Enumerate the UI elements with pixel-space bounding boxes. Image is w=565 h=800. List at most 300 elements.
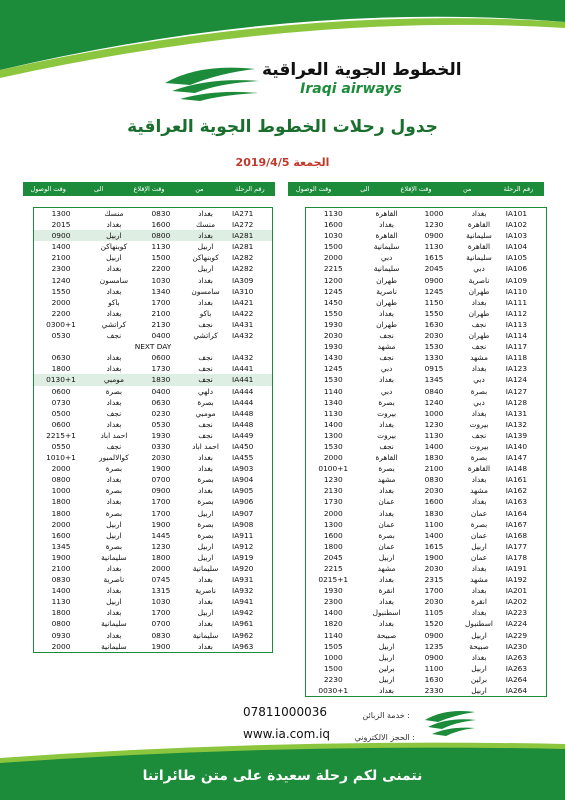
- departure-time: 1900: [151, 641, 171, 651]
- customer-service-label: خدمة الزبائن :: [362, 711, 410, 720]
- table-row: [34, 263, 272, 274]
- destination: مشهد: [377, 342, 396, 352]
- flight-number: IA432: [232, 331, 254, 341]
- flight-number: IA421: [232, 297, 254, 307]
- flight-number: IA114: [505, 331, 528, 341]
- table-row: [306, 363, 546, 374]
- departure-time: 0900: [424, 231, 444, 241]
- flight-number: IA962: [232, 630, 254, 640]
- destination: بغداد: [106, 497, 122, 507]
- destination: كراتشي: [101, 319, 127, 329]
- table-row: [34, 508, 272, 519]
- origin: اربيل: [471, 541, 487, 551]
- flight-number: IA163: [505, 497, 528, 507]
- table-row: [34, 330, 272, 341]
- flight-number: IA191: [505, 564, 528, 573]
- origin: بغداد: [198, 275, 213, 285]
- departure-time: 1330: [424, 353, 444, 363]
- arrival-time: 1730: [323, 497, 343, 507]
- arrival-time: 2000: [323, 508, 343, 518]
- departure-time: 1315: [151, 586, 171, 596]
- origin: طهران: [468, 331, 490, 341]
- departure-time: 1830: [151, 375, 171, 385]
- flight-number: IA223: [505, 608, 528, 618]
- table-row: [306, 508, 546, 519]
- table-row: [34, 419, 272, 430]
- departure-time: 1245: [424, 286, 444, 296]
- destination: مشهد: [377, 475, 396, 485]
- destination: منسك: [104, 209, 124, 218]
- arrival-time: 1030: [323, 231, 343, 241]
- origin: دبي: [473, 397, 485, 407]
- flight-number: IA908: [232, 519, 254, 529]
- table-row: [306, 652, 546, 663]
- arrival-time: 1550: [51, 286, 71, 296]
- destination: نجف: [379, 331, 394, 341]
- col-flight: رقم الرحلة: [234, 185, 265, 193]
- destination: طهران: [376, 319, 397, 329]
- flight-number: IA907: [232, 508, 254, 518]
- destination: مومبي: [103, 375, 124, 385]
- online-booking-url[interactable]: www.ia.com.iq: [243, 727, 331, 741]
- flight-number: IA131: [505, 408, 528, 418]
- destination: اربيل: [378, 552, 395, 562]
- destination: بغداد: [379, 508, 394, 518]
- origin: عمان: [470, 530, 488, 540]
- table-row: [34, 241, 272, 252]
- origin: سليمانية: [192, 564, 219, 573]
- departure-time: 1130: [151, 242, 171, 252]
- flight-number: IA281: [232, 242, 254, 252]
- table-row: [306, 352, 546, 363]
- table-row: [306, 618, 546, 629]
- arrival-time: 1245: [323, 364, 343, 374]
- table-row: [306, 252, 546, 263]
- flight-number: IA168: [505, 530, 528, 540]
- flight-number: IA106: [505, 264, 528, 274]
- destination: بيروت: [377, 408, 397, 418]
- destination: بغداد: [106, 475, 122, 485]
- departure-time: 1130: [424, 242, 444, 252]
- origin: نجف: [471, 430, 487, 440]
- flight-number: IA229: [505, 630, 528, 640]
- destination: سليمانية: [373, 264, 400, 274]
- origin: مشهد: [470, 486, 488, 496]
- flight-number: IA309: [232, 275, 254, 285]
- origin: بيروت: [469, 441, 489, 451]
- arrival-time: 2215: [323, 564, 343, 573]
- flight-number: IA961: [232, 619, 254, 629]
- flight-number: IA105: [505, 253, 528, 263]
- table-row: [306, 308, 546, 319]
- table-row: [306, 241, 546, 252]
- arrival-time: 2030: [323, 331, 343, 341]
- destination: نجف: [106, 408, 122, 418]
- departure-time: 1930: [151, 430, 171, 440]
- destination: بصرة: [105, 464, 123, 474]
- next-day-label: NEXT DAY: [134, 342, 172, 352]
- col-from: من: [195, 185, 204, 193]
- destination: بغداد: [106, 608, 122, 618]
- destination: عمان: [378, 519, 395, 529]
- flight-number: IA101: [505, 209, 528, 218]
- table-row: [34, 374, 272, 385]
- flight-number: IA202: [505, 597, 528, 607]
- table-row: [34, 230, 272, 241]
- flight-number: IA263: [505, 663, 528, 673]
- flight-number: IA102: [505, 220, 528, 230]
- arrival-time: 1500: [323, 663, 343, 673]
- flight-number: IA282: [232, 264, 254, 274]
- flight-number: IA282: [232, 253, 254, 263]
- destination: انقرة: [378, 586, 395, 596]
- departure-time: 0400: [151, 331, 171, 341]
- destination: بغداد: [379, 308, 394, 318]
- origin: بصرة: [470, 519, 488, 529]
- table-row: [34, 297, 272, 308]
- destination: مشهد: [377, 564, 396, 573]
- flight-number: IA147: [505, 453, 528, 463]
- departure-time: 1230: [424, 419, 444, 429]
- origin: بغداد: [471, 497, 487, 507]
- departure-time: 1100: [424, 519, 444, 529]
- arrival-time: 2300: [51, 264, 71, 274]
- destination: نجف: [379, 353, 394, 363]
- origin: اربيل: [197, 508, 214, 518]
- col-to: الى: [94, 185, 104, 193]
- departure-time: 1830: [424, 453, 444, 463]
- arrival-time: 1230: [323, 475, 343, 485]
- departure-time: 0700: [151, 475, 171, 485]
- departure-time: 2030: [424, 486, 444, 496]
- flight-number: IA110: [505, 286, 528, 296]
- table-row: [306, 596, 546, 607]
- departure-time: 1900: [424, 552, 444, 562]
- table-row: [306, 485, 546, 496]
- flight-number: IA127: [505, 386, 528, 396]
- arrival-time: 1930: [323, 319, 343, 329]
- departure-time: 1700: [151, 508, 171, 518]
- arrival-time: 0600: [51, 386, 71, 396]
- table-row: [306, 286, 546, 297]
- origin: بصرة: [470, 386, 488, 396]
- departure-time: 1830: [424, 508, 444, 518]
- origin: بيروت: [469, 419, 489, 429]
- table-row: [34, 219, 272, 230]
- destination: بصرة: [378, 397, 395, 407]
- table-row: [34, 618, 272, 629]
- arrival-time: 1340: [323, 397, 343, 407]
- arrival-time: 1820: [323, 619, 343, 629]
- arrival-time: 0215+1: [318, 575, 349, 585]
- destination: القاهرة: [375, 453, 398, 463]
- departure-time: 2330: [424, 686, 444, 696]
- arrival-time: 0800: [51, 619, 71, 629]
- table-row: [306, 341, 546, 352]
- destination: ناصرية: [103, 575, 125, 585]
- arrival-time: 1010+1: [46, 453, 76, 463]
- departure-time: 1900: [151, 464, 171, 474]
- table-row: [34, 463, 272, 474]
- arrival-time: 0930: [51, 630, 71, 640]
- customer-service-phone[interactable]: 07811000036: [243, 705, 327, 719]
- departure-time: 1900: [151, 519, 171, 529]
- origin: بصرة: [197, 530, 214, 540]
- destination: سليمانية: [101, 619, 127, 629]
- table-row: [34, 607, 272, 618]
- table-row: [34, 530, 272, 541]
- arrival-time: 1550: [323, 308, 343, 318]
- departure-time: 1345: [424, 375, 444, 385]
- arrival-time: 1400: [51, 242, 71, 252]
- departure-time: 2130: [151, 319, 171, 329]
- origin: سليمانية: [466, 253, 492, 263]
- departure-time: 1550: [424, 308, 444, 318]
- col-departure: وقت الإقلاع: [133, 185, 165, 193]
- flight-number: IA271: [232, 209, 254, 218]
- departure-time: 1400: [424, 441, 444, 451]
- flight-number: IA124: [505, 375, 528, 385]
- origin: اربيل: [197, 608, 214, 618]
- origin: اربيل: [471, 663, 487, 673]
- arrival-time: 1450: [323, 297, 343, 307]
- flight-number: IA431: [232, 319, 254, 329]
- flight-number: IA117: [505, 342, 528, 352]
- arrival-time: 0830: [51, 575, 71, 585]
- col-from: من: [462, 185, 472, 193]
- departure-time: 1030: [151, 275, 171, 285]
- table-row: [34, 319, 272, 330]
- destination: بغداد: [379, 419, 394, 429]
- flight-number: IA123: [505, 364, 528, 374]
- arrival-time: 1245: [323, 286, 343, 296]
- col-arrival: وقت الوصول: [295, 185, 332, 193]
- destination: بصرة: [378, 530, 395, 540]
- arrival-time: 0800: [51, 475, 71, 485]
- arrival-time: 0100+1: [318, 464, 349, 474]
- arrival-time: 2215+1: [46, 430, 76, 440]
- origin: القاهرة: [467, 242, 491, 252]
- destination: بغداد: [106, 353, 122, 363]
- arrival-time: 1430: [323, 353, 343, 363]
- destination: بغداد: [106, 308, 122, 318]
- departure-time: 0745: [151, 575, 171, 585]
- destination: بصرة: [105, 541, 123, 551]
- departure-time: 1030: [151, 597, 171, 607]
- departure-time: 1700: [424, 586, 444, 596]
- destination: بغداد: [106, 564, 122, 573]
- arrival-time: 1500: [323, 242, 343, 252]
- arrival-time: 0730: [51, 397, 71, 407]
- destination: بغداد: [379, 486, 394, 496]
- schedule-date: الجمعة 2019/4/5: [235, 156, 330, 169]
- departure-time: 0600: [151, 353, 171, 363]
- arrival-time: 1140: [323, 630, 343, 640]
- table-row: [306, 408, 546, 419]
- flight-number: IA912: [232, 541, 254, 551]
- flight-number: IA161: [505, 475, 528, 485]
- origin: عمان: [470, 552, 488, 562]
- destination: دبي: [380, 386, 393, 396]
- origin: بصرة: [197, 397, 214, 407]
- departure-time: 2045: [424, 264, 444, 274]
- destination: بصرة: [105, 386, 123, 396]
- origin: بغداد: [471, 408, 487, 418]
- table-row: [34, 496, 272, 507]
- flight-number: IA449: [232, 430, 254, 440]
- origin: بغداد: [198, 464, 213, 474]
- departure-time: 1150: [424, 297, 444, 307]
- table-row: [306, 463, 546, 474]
- origin: طهران: [468, 286, 490, 296]
- departure-time: 1400: [424, 530, 444, 540]
- flight-number: IA132: [505, 419, 528, 429]
- destination: اربيل: [378, 641, 395, 651]
- departure-time: 1000: [424, 209, 444, 218]
- origin: اربيل: [197, 541, 214, 551]
- origin: برلين: [470, 674, 488, 684]
- destination: دبي: [380, 364, 393, 374]
- destination: سليمانية: [101, 641, 127, 651]
- right-table-header: [288, 182, 544, 196]
- origin: بغداد: [198, 209, 213, 218]
- arrival-time: 2200: [51, 308, 71, 318]
- arrival-time: 2000: [323, 453, 343, 463]
- table-row: [34, 452, 272, 463]
- flight-number: IA455: [232, 453, 254, 463]
- table-row: [34, 208, 272, 219]
- origin: بصرة: [470, 453, 488, 463]
- arrival-time: 2230: [323, 674, 343, 684]
- arrival-time: 1800: [51, 364, 71, 374]
- flight-number: IA230: [505, 641, 528, 651]
- destination: باكو: [108, 297, 120, 307]
- origin: بغداد: [198, 641, 213, 651]
- logo-english-text: Iraqi airways: [300, 81, 402, 97]
- departure-time: 0840: [424, 386, 444, 396]
- origin: دبي: [473, 264, 485, 274]
- origin: ناصرية: [195, 586, 216, 596]
- arrival-time: 0630: [51, 353, 71, 363]
- arrival-time: 1300: [323, 519, 343, 529]
- origin: بغداد: [198, 575, 213, 585]
- departure-time: 2030: [151, 453, 171, 463]
- origin: منسك: [196, 220, 216, 230]
- arrival-time: 1000: [51, 486, 71, 496]
- flight-number: IA905: [232, 486, 254, 496]
- arrival-time: 2000: [51, 641, 71, 651]
- departure-time: 2030: [424, 597, 444, 607]
- departure-time: 1445: [151, 530, 171, 540]
- destination: عمان: [378, 497, 395, 507]
- flight-number: IA444: [232, 397, 254, 407]
- flight-number: IA264: [505, 674, 528, 684]
- destination: بغداد: [106, 364, 122, 374]
- arrival-time: 2215: [323, 264, 343, 274]
- origin: دلهي: [197, 386, 214, 396]
- arrival-time: 0550: [51, 441, 71, 451]
- arrival-time: 1130: [323, 209, 343, 218]
- table-row: [306, 430, 546, 441]
- arrival-time: 0530: [51, 331, 71, 341]
- departure-time: 2100: [151, 308, 171, 318]
- flight-number: IA178: [505, 552, 528, 562]
- departure-time: 1230: [151, 541, 171, 551]
- flight-number: IA441: [232, 364, 254, 374]
- table-row: [306, 452, 546, 463]
- origin: عمان: [470, 508, 488, 518]
- origin: طهران: [468, 308, 490, 318]
- table-row: [34, 641, 272, 652]
- flight-number: IA139: [505, 430, 528, 440]
- destination: سامسون: [99, 275, 129, 285]
- destination: اربيل: [106, 530, 122, 540]
- table-row: [306, 674, 546, 685]
- arrival-time: 1130: [323, 408, 343, 418]
- destination: بصرة: [378, 464, 395, 474]
- destination: نجف: [106, 441, 122, 451]
- table-row: [34, 596, 272, 607]
- destination: سليمانية: [373, 242, 400, 252]
- flight-number: IA263: [505, 652, 528, 662]
- table-row: [306, 530, 546, 541]
- origin: مومبي: [195, 408, 216, 418]
- origin: بغداد: [198, 486, 213, 496]
- arrival-time: 1400: [323, 608, 343, 618]
- flight-number: IA448: [232, 408, 254, 418]
- flight-number: IA432: [232, 353, 254, 363]
- origin: دبي: [473, 375, 485, 385]
- table-row: [306, 563, 546, 574]
- left-table-header: [23, 182, 275, 196]
- origin: بغداد: [471, 586, 487, 596]
- destination: اسطنبول: [372, 608, 401, 618]
- destination: ناصرية: [376, 286, 397, 296]
- table-row: [34, 630, 272, 641]
- table-row: [306, 386, 546, 397]
- origin: بغداد: [471, 608, 487, 618]
- departure-time: 0900: [424, 652, 444, 662]
- arrival-time: 0600: [51, 419, 71, 429]
- table-row: [34, 286, 272, 297]
- destination: كوالالمبور: [99, 453, 129, 463]
- arrival-time: 1400: [323, 419, 343, 429]
- origin: سليمانية: [192, 630, 219, 640]
- table-row: [306, 330, 546, 341]
- table-row: [34, 552, 272, 563]
- departure-time: 2030: [424, 564, 444, 573]
- origin: اربيل: [197, 264, 214, 274]
- table-row: [306, 419, 546, 430]
- flight-number: IA201: [505, 586, 528, 596]
- table-row: [34, 252, 272, 263]
- origin: ناصرية: [468, 275, 490, 285]
- table-row: [306, 275, 546, 286]
- departure-time: 0915: [424, 364, 444, 374]
- departure-time: 1130: [424, 430, 444, 440]
- origin: اربيل: [197, 242, 214, 252]
- airline-bird-logo-small: [420, 706, 480, 741]
- origin: بغداد: [471, 475, 487, 485]
- table-row: [306, 519, 546, 530]
- table-row: [34, 585, 272, 596]
- origin: القاهرة: [467, 220, 491, 230]
- origin: بصرة: [197, 475, 214, 485]
- flight-number: IA932: [232, 586, 254, 596]
- flight-number: IA113: [505, 319, 528, 329]
- table-row: [34, 275, 272, 286]
- table-row: [306, 474, 546, 485]
